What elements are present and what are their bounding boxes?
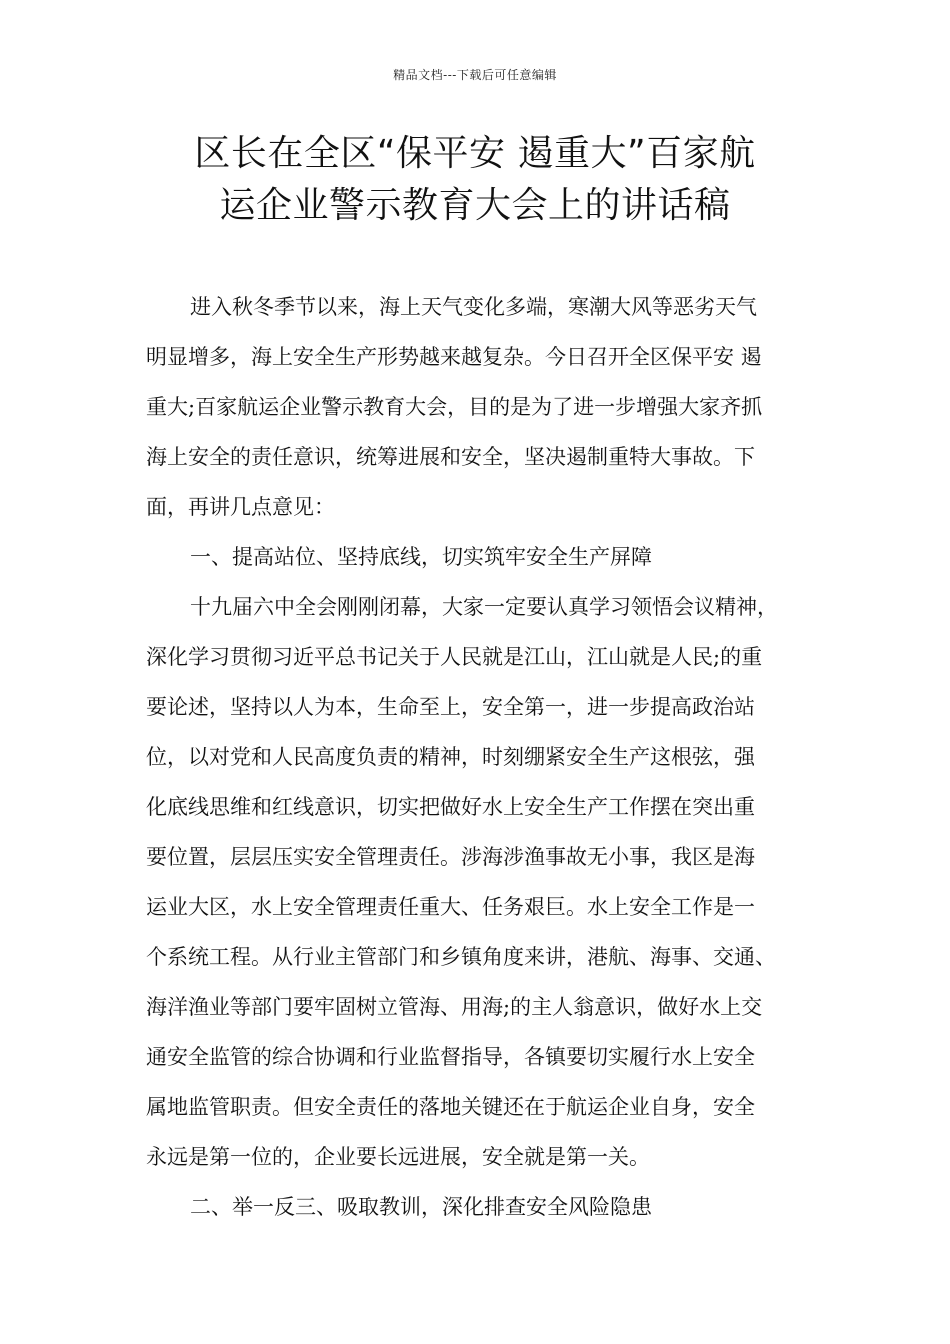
paragraph-line: 要位置，层层压实安全管理责任。涉海涉渔事故无小事，我区是海: [146, 845, 755, 869]
paragraph-line: 个系统工程。从行业主管部门和乡镇角度来讲，港航、海事、交通、: [146, 945, 776, 969]
paragraph-line: 进入秋冬季节以来，海上天气变化多端，寒潮大风等恶劣天气: [190, 295, 757, 319]
paragraph-line: 属地监管职责。但安全责任的落地关键还在于航运企业自身，安全: [146, 1095, 755, 1119]
paragraph-line: 深化学习贯彻习近平总书记关于人民就是江山，江山就是人民;的重: [146, 645, 763, 669]
document-title: [100, 128, 850, 232]
paragraph-line: 海上安全的责任意识，统筹进展和安全，坚决遏制重特大事故。下: [146, 445, 755, 469]
paragraph-line: 永远是第一位的，企业要长远进展，安全就是第一关。: [146, 1145, 650, 1169]
paragraph-line: 面，再讲几点意见：: [146, 495, 335, 519]
document-body: [146, 282, 826, 1232]
paragraph-line: 要论述，坚持以人为本，生命至上，安全第一，进一步提高政治站: [146, 695, 755, 719]
title-line-2: 运企业警示教育大会上的讲话稿: [219, 185, 731, 226]
paragraph-line: 明显增多，海上安全生产形势越来越复杂。今日召开全区保平安 遏: [146, 345, 762, 369]
paragraph-line: 化底线思维和红线意识，切实把做好水上安全生产工作摆在突出重: [146, 795, 755, 819]
title-line-1: 区长在全区“保平安 遏重大”百家航: [194, 133, 756, 174]
header-note: 精品文档---下载后可任意编辑: [393, 68, 557, 82]
paragraph-line: 位，以对党和人民高度负责的精神，时刻绷紧安全生产这根弦，强: [146, 745, 755, 769]
paragraph-line: 海洋渔业等部门要牢固树立管海、用海;的主人翁意识，做好水上交: [146, 995, 763, 1019]
section-heading-2: 二、举一反三、吸取教训，深化排查安全风险隐患: [190, 1195, 652, 1219]
paragraph-line: 运业大区，水上安全管理责任重大、任务艰巨。水上安全工作是一: [146, 895, 755, 919]
paragraph-line: 十九届六中全会刚刚闭幕，大家一定要认真学习领悟会议精神，: [190, 595, 778, 619]
paragraph-line: 通安全监管的综合协调和行业监督指导，各镇要切实履行水上安全: [146, 1045, 755, 1069]
section-heading-1: 一、提高站位、坚持底线，切实筑牢安全生产屏障: [190, 545, 652, 569]
paragraph-line: 重大;百家航运企业警示教育大会，目的是为了进一步增强大家齐抓: [146, 395, 763, 419]
